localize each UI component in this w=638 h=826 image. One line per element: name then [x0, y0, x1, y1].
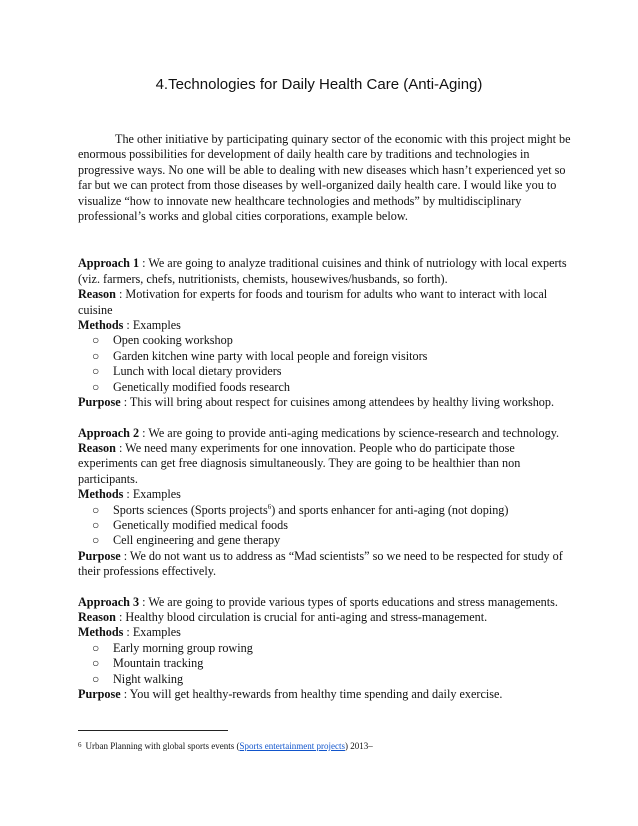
reason-label: Reason — [78, 609, 116, 624]
purpose-label: Purpose — [78, 395, 121, 410]
list-item: ○ Night walking — [92, 671, 184, 686]
reason-label: Reason — [78, 440, 116, 455]
purpose-text: : This will bring about respect for cuisines among attendees by healthy living workshop. — [120, 395, 555, 410]
footnote-link[interactable]: Sports entertainment projects — [239, 741, 345, 751]
approach-1-block — [78, 256, 576, 410]
list-item: ○ Genetically modified medical foods — [92, 517, 288, 532]
bullet-icon: ○ — [92, 640, 100, 655]
purpose-text: : We do not want us to address as “Mad scientists” so we need to be respected for study of their professions effectively. — [78, 548, 563, 579]
approach-2-purpose — [78, 549, 576, 580]
reason-text: : Healthy blood circulation is crucial for anti-aging and stress-management. — [115, 609, 488, 624]
document-body — [78, 132, 576, 702]
bullet-icon: ○ — [92, 379, 100, 394]
bullet-icon: ○ — [92, 517, 100, 532]
approach-1-methods — [78, 318, 576, 333]
reason-text: : We need many experiments for one innovation. People who do participate those experiments can get free diagnosis simultaneously. They are going to be healthier than non participants. — [78, 440, 521, 486]
approach-1-label: Approach 1 — [78, 256, 140, 271]
methods-label: Methods — [78, 625, 124, 640]
approach-3-method-list — [78, 641, 576, 687]
methods-label: Methods — [78, 487, 124, 502]
footnote-text-end: ) 2013– — [344, 741, 373, 751]
list-item: ○ Open cooking workshop — [92, 333, 233, 348]
reason-label: Reason — [78, 287, 116, 302]
methods-text: : Examples — [123, 318, 181, 333]
footnote-text-start: Urban Planning with global sports events ( — [85, 741, 240, 751]
bullet-icon: ○ — [92, 502, 100, 517]
approach-3-reason — [78, 610, 576, 625]
approach-2-block — [78, 426, 576, 580]
methods-text: : Examples — [123, 487, 181, 502]
approach-3-methods — [78, 625, 576, 640]
approach-2-label: Approach 2 — [78, 425, 140, 440]
approach-1-text: : We are going to analyze traditional cuisines and think of nutriology with local experts (viz. farmers, chefs, nutritionists, chemists, housewives/husbands, so forth). — [78, 256, 567, 286]
approach-3-label: Approach 3 — [78, 594, 140, 609]
approach-3-block — [78, 595, 576, 703]
approach-1-method-list — [78, 333, 576, 395]
list-item: ○ Garden kitchen wine party with local people and foreign visitors — [92, 348, 428, 363]
approach-2-method-list — [78, 503, 576, 549]
footnote-ref[interactable]: 6 — [267, 502, 272, 511]
footnote — [78, 740, 578, 752]
approach-2-reason — [78, 441, 576, 487]
list-item: ○ Cell engineering and gene therapy — [92, 533, 281, 548]
list-item: ○ Genetically modified foods research — [92, 379, 290, 394]
approach-2-methods — [78, 487, 576, 502]
purpose-label: Purpose — [78, 548, 121, 563]
list-item: ○ Mountain tracking — [92, 656, 204, 671]
bullet-icon: ○ — [92, 656, 100, 671]
purpose-text: : You will get healthy-rewards from healthy time spending and daily exercise. — [120, 687, 503, 701]
footnote-number: 6 — [78, 741, 82, 749]
approach-3-paragraph — [78, 595, 576, 610]
list-item: ○ Early morning group rowing — [92, 640, 253, 655]
approach-3-purpose — [78, 687, 576, 702]
approach-2-text: : We are going to provide anti-aging medications by science-research and technology. — [139, 425, 560, 440]
methods-label: Methods — [78, 318, 124, 333]
intro-paragraph: The other initiative by participating quinary sector of the economic with this project might be enormous possibilities for development of daily health care by traditions and technologies in progressive ways. No one will be able to dealing with new diseases which hasn’t experienced yet so far but we can protect from those diseases by well-organized daily health care. I would like you to visualize “how to innovate new healthcare technologies and methods” by multidisciplinary professional’s works and global cities corporations, example below. — [78, 132, 571, 224]
reason-text: : Motivation for experts for foods and tourism for adults who want to interact with local cuisine — [78, 287, 548, 317]
approach-1-purpose — [78, 395, 576, 410]
bullet-icon: ○ — [92, 348, 100, 363]
footnote-divider — [78, 730, 228, 731]
methods-text: : Examples — [123, 625, 181, 640]
bullet-icon: ○ — [92, 364, 100, 379]
purpose-label: Purpose — [78, 687, 121, 701]
bullet-icon: ○ — [92, 333, 100, 348]
list-item: ○ Sports sciences (Sports projects$^6$) and sports enhancer for anti-aging (not doping) — [92, 502, 509, 517]
approach-1-reason — [78, 287, 576, 318]
approach-1-paragraph — [78, 256, 576, 287]
approach-3-text: : We are going to provide various types of sports educations and stress managements. — [139, 594, 558, 609]
section-heading: 4.Technologies for Daily Health Care (Anti-Aging) — [155, 76, 483, 93]
bullet-icon: ○ — [92, 671, 100, 686]
bullet-icon: ○ — [92, 533, 100, 548]
approach-2-paragraph — [78, 426, 576, 441]
list-item: ○ Lunch with local dietary providers — [92, 364, 282, 379]
